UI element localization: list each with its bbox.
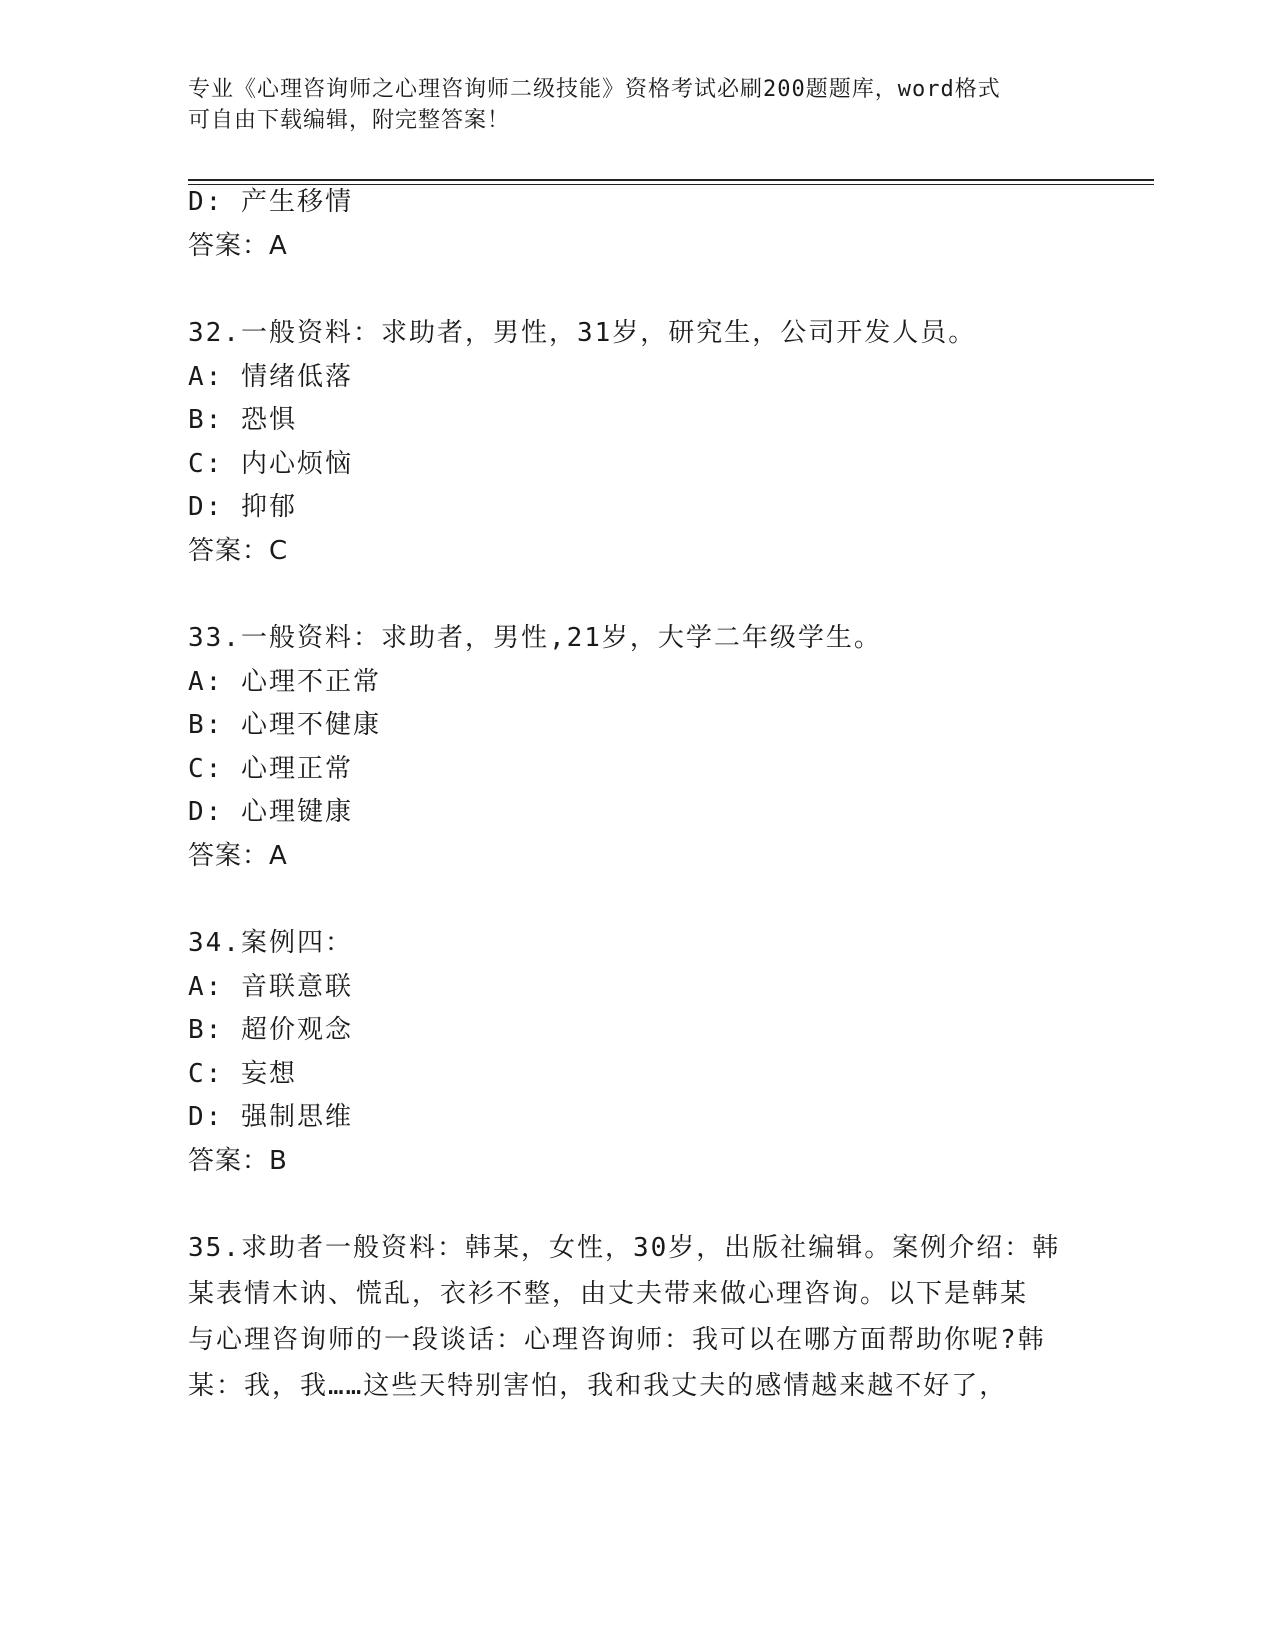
question-34-option-d: D: 强制思维 xyxy=(188,1102,353,1132)
question-35-line-1: 35.求助者一般资料：韩某，女性，30岁，出版社编辑。案例介绍：韩 xyxy=(188,1233,1061,1263)
header-line-2: 可自由下载编辑，附完整答案！ xyxy=(188,108,511,133)
question-33-stem: 33.一般资料：求助者，男性,21岁，大学二年级学生。 xyxy=(188,623,882,653)
question-35-line-4: 某：我，我……这些天特别害怕，我和我丈夫的感情越来越不好了， xyxy=(188,1371,1008,1401)
question-33-option-a: A: 心理不正常 xyxy=(188,667,381,697)
question-34-answer: 答案：B xyxy=(188,1146,288,1176)
question-34-option-a: A: 音联意联 xyxy=(188,972,353,1002)
question-34-option-b: B: 超价观念 xyxy=(188,1015,353,1045)
answer-previous: 答案：A xyxy=(188,231,288,261)
question-34-option-c: C: 妄想 xyxy=(188,1059,297,1089)
option-d-previous: D: 产生移情 xyxy=(188,187,353,217)
question-34-stem: 34.案例四： xyxy=(188,928,353,958)
header-divider-thick xyxy=(188,179,1154,181)
question-35-line-3: 与心理咨询师的一段谈话：心理咨询师：我可以在哪方面帮助你呢?韩 xyxy=(188,1325,1046,1355)
question-32-option-d: D: 抑郁 xyxy=(188,492,297,522)
question-32-stem: 32.一般资料：求助者，男性，31岁，研究生，公司开发人员。 xyxy=(188,318,977,348)
question-33-option-d: D: 心理键康 xyxy=(188,797,353,827)
question-32-option-a: A: 情绪低落 xyxy=(188,362,353,392)
question-33-answer: 答案：A xyxy=(188,841,288,871)
question-32-answer: 答案：C xyxy=(188,536,289,566)
question-32-option-c: C: 内心烦恼 xyxy=(188,449,353,479)
question-33-option-b: B: 心理不健康 xyxy=(188,710,381,740)
question-32-option-b: B: 恐惧 xyxy=(188,405,297,435)
header-line-1: 专业《心理咨询师之心理咨询师二级技能》资格考试必刷200题题库，word格式 xyxy=(188,77,1001,102)
question-35-line-2: 某表情木讷、慌乱，衣衫不整，由丈夫带来做心理咨询。以下是韩某 xyxy=(188,1279,1029,1309)
question-35-stem xyxy=(188,1225,1080,1409)
question-33-option-c: C: 心理正常 xyxy=(188,754,353,784)
document-header xyxy=(188,74,1088,136)
